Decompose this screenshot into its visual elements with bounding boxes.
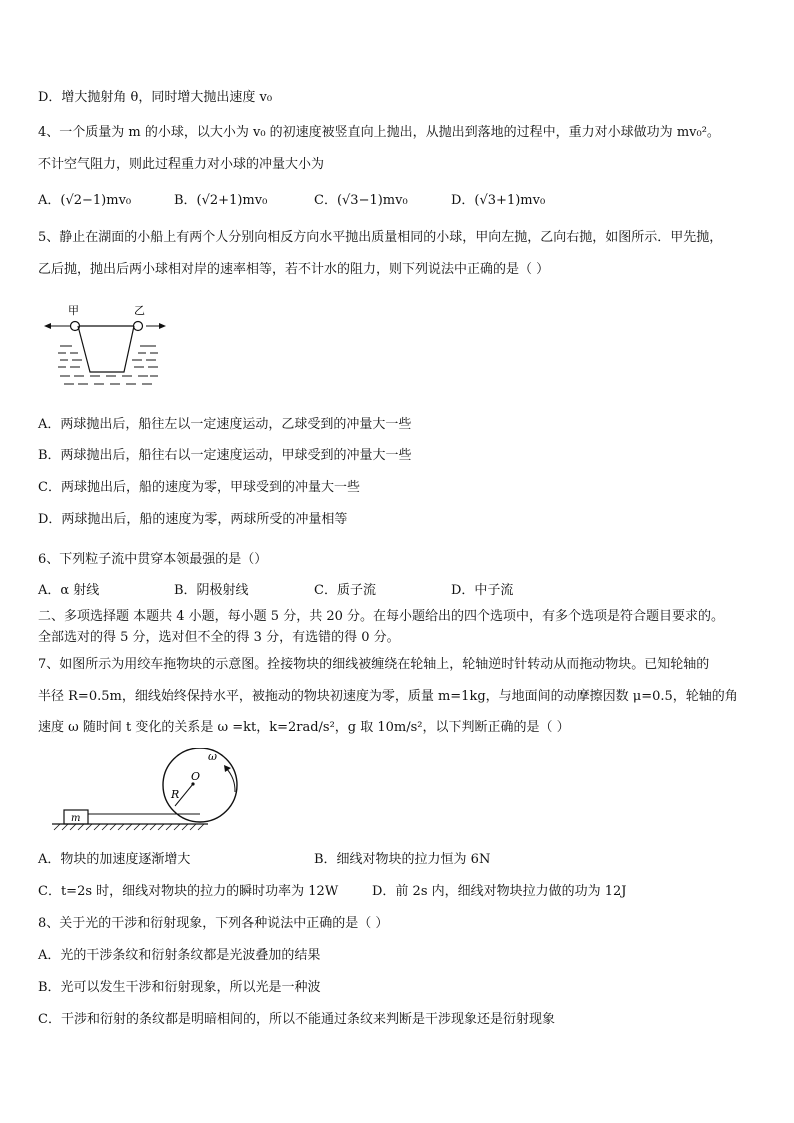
q5-stem-line1: 5、静止在湖面的小船上有两个人分别向相反方向水平抛出质量相同的小球，甲向左抛，乙向右抛，如图所示．甲先抛， (38, 230, 723, 245)
q8-option-b: B．光可以发生干涉和衍射现象，所以光是一种波 (38, 980, 321, 995)
q4-options (38, 193, 758, 209)
q5-option-a: A．两球抛出后，船往左以一定速度运动，乙球受到的冲量大一些 (38, 417, 412, 432)
q7-option-b: B．细线对物块的拉力恒为 6N (314, 852, 491, 867)
q5-option-d: D．两球抛出后，船的速度为零，两球所受的冲量相等 (38, 512, 348, 527)
boat-figure (38, 296, 178, 388)
q4-option-d: D．(√3+1)mv₀ (451, 193, 546, 208)
q7-option-c: C．t=2s 时，细线对物块的拉力的瞬时功率为 12W (38, 884, 339, 899)
ball-yi (134, 322, 143, 331)
q6-option-c: C．质子流 (314, 583, 376, 598)
q5-option-c: C．两球抛出后，船的速度为零，甲球受到的冲量大一些 (38, 480, 360, 495)
rotation-arrowhead (224, 765, 231, 772)
q6-options (38, 583, 758, 599)
q4-option-a: A．(√2−1)mv₀ (38, 193, 132, 208)
q7-stem-line1: 7、如图所示为用绞车拖物块的示意图。拴接物块的细线被缠绕在轮轴上，轮轴逆时针转动从而拖动物块。已知轮轴的 (38, 657, 710, 672)
q4-stem-line1: 4、一个质量为 m 的小球，以大小为 v₀ 的初速度被竖直向上抛出，从抛出到落地的过程中，重力对小球做功为 mv₀²。 (38, 125, 720, 140)
q3-option-d: D．增大抛射角 θ，同时增大抛出速度 v₀ (38, 90, 273, 105)
winch-wheel (163, 748, 237, 822)
q4-option-b: B．(√2+1)mv₀ (174, 193, 268, 208)
q7-stem-line2: 半径 R=0.5m，细线始终保持水平，被拖动的物块初速度为零，质量 m=1kg，与地面间的动摩擦因数 μ=0.5，轮轴的角 (38, 689, 738, 704)
q6-option-a: A．α 射线 (38, 583, 100, 598)
q7-stem-line3: 速度 ω 随时间 t 变化的关系是 ω =kt，k=2rad/s²，g 取 10m/s²，以下判断正确的是（ ） (38, 720, 570, 735)
q4-stem-line2: 不计空气阻力，则此过程重力对小球的冲量大小为 (38, 157, 325, 172)
section2-line1: 二、多项选择题 本题共 4 小题，每小题 5 分，共 20 分。在每小题给出的四个选项中，有多个选项是符合题目要求的。 (38, 609, 725, 624)
q4-option-c: C．(√3−1)mv₀ (314, 193, 408, 208)
omega-label: ω (208, 750, 217, 763)
q8-option-c: C．干涉和衍射的条纹都是明暗相间的，所以不能通过条纹来判断是干涉现象还是衍射现象 (38, 1012, 555, 1027)
boat-label-jia: 甲 (68, 304, 79, 317)
q5-option-b: B．两球抛出后，船往右以一定速度运动，甲球受到的冲量大一些 (38, 448, 412, 463)
water-lines (58, 346, 158, 384)
q8-stem: 8、关于光的干涉和衍射现象，下列各种说法中正确的是（ ） (38, 916, 389, 931)
q6-option-b: B．阴极射线 (174, 583, 249, 598)
left-arrow (44, 323, 72, 329)
rotation-arc (226, 768, 235, 792)
q6-stem: 6、下列粒子流中贯穿本领最强的是（） (38, 552, 268, 567)
q6-option-d: D．中子流 (451, 583, 514, 598)
q7-options-row1 (38, 852, 758, 868)
right-arrow (146, 323, 166, 329)
radius-label: R (171, 788, 180, 801)
q7-option-d: D．前 2s 内，细线对物块拉力做的功为 12J (372, 884, 627, 899)
center-label: O (191, 770, 201, 783)
boat-hull (78, 326, 134, 372)
q7-option-a: A．物块的加速度逐渐增大 (38, 852, 191, 867)
section2-line2: 全部选对的得 5 分，选对但不全的得 3 分，有选错的得 0 分。 (38, 630, 400, 645)
winch-figure (38, 748, 278, 840)
q8-option-a: A．光的干涉条纹和衍射条纹都是光波叠加的结果 (38, 948, 321, 963)
q5-stem-line2: 乙后抛，抛出后两小球相对岸的速率相等，若不计水的阻力，则下列说法中正确的是（ ） (38, 262, 550, 277)
ground-hatch (54, 824, 204, 830)
mass-label: m (71, 813, 81, 824)
boat-label-yi: 乙 (134, 304, 145, 317)
q7-options-row2 (38, 884, 758, 900)
